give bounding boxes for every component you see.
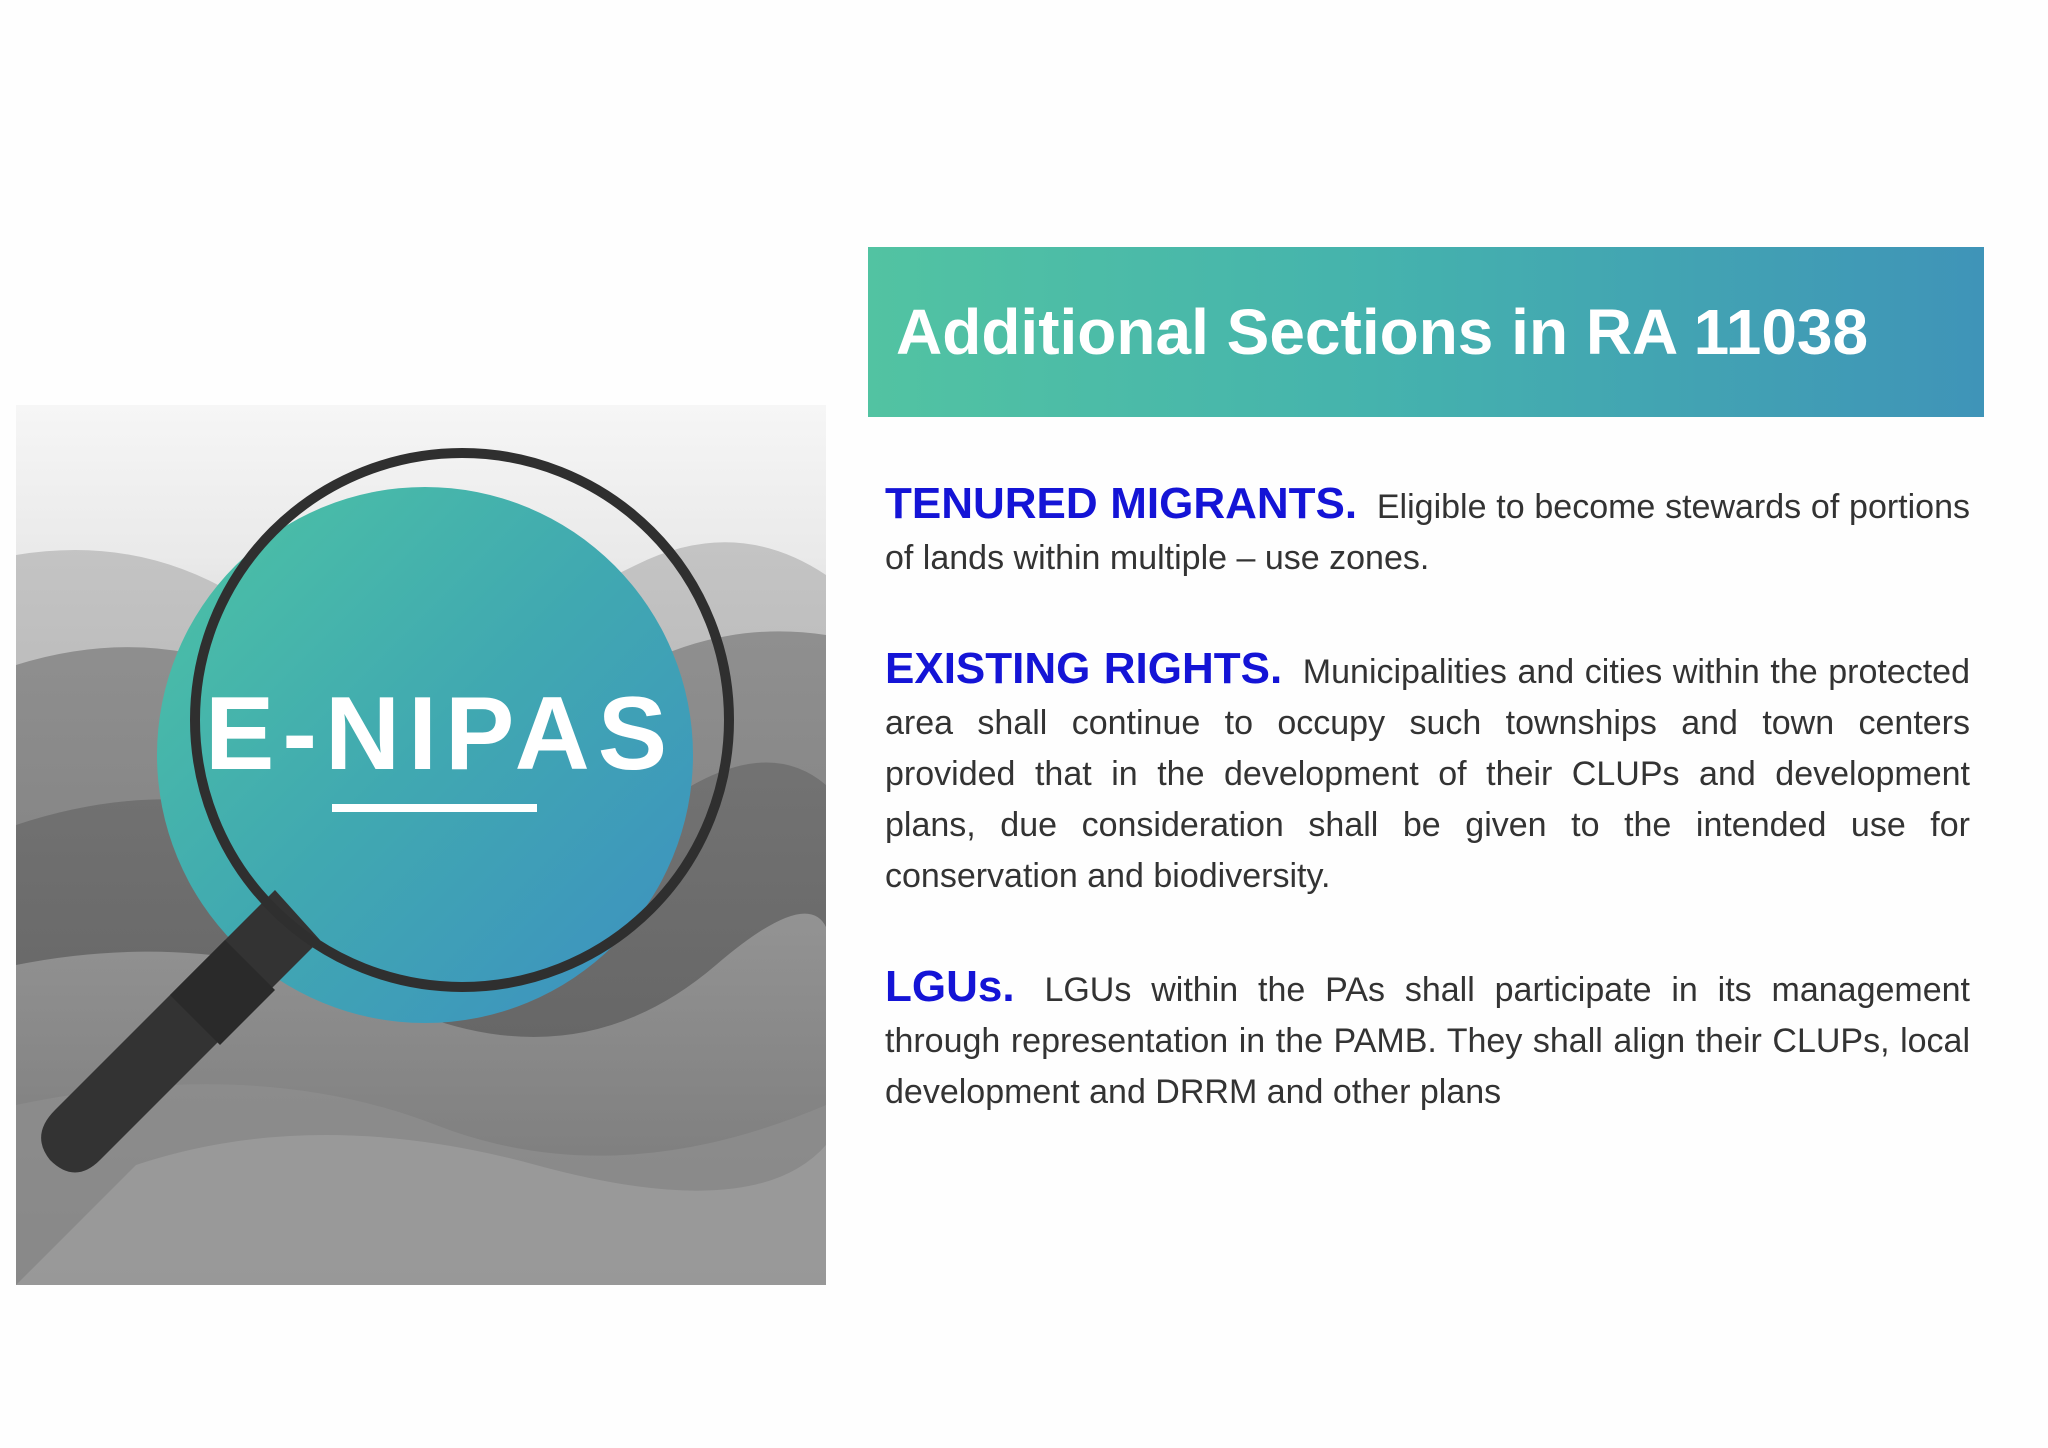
section-text: Municipalities and cities within the protected area shall continue to occupy such townships and town centers provided that in the development of their CLUPs and development plans, due consideration shall be given to the intended use for conservation and biodiversity.	[885, 653, 1970, 895]
section-tenured-migrants	[885, 478, 1970, 584]
content-area	[885, 478, 1970, 1177]
section-text: LGUs within the PAs shall participate in its management through representation in the PAMB. They shall align their CLUPs, local development and DRRM and other plans	[885, 971, 1971, 1111]
logo-underline	[332, 804, 537, 812]
title-banner	[868, 247, 1984, 417]
section-lead: TENURED MIGRANTS.	[885, 479, 1358, 528]
logo-text: E-NIPAS	[205, 676, 676, 792]
section-lead: EXISTING RIGHTS.	[885, 644, 1283, 693]
section-text: Eligible to become stewards of portions of lands within multiple – use zones.	[885, 488, 1971, 577]
section-lgus	[885, 961, 1970, 1118]
section-lead: LGUs.	[885, 962, 1015, 1011]
section-existing-rights	[885, 643, 1970, 902]
enipas-logo	[0, 420, 760, 1180]
slide-title: Additional Sections in RA 11038	[896, 296, 1869, 368]
magnifying-glass-icon	[0, 420, 760, 1180]
